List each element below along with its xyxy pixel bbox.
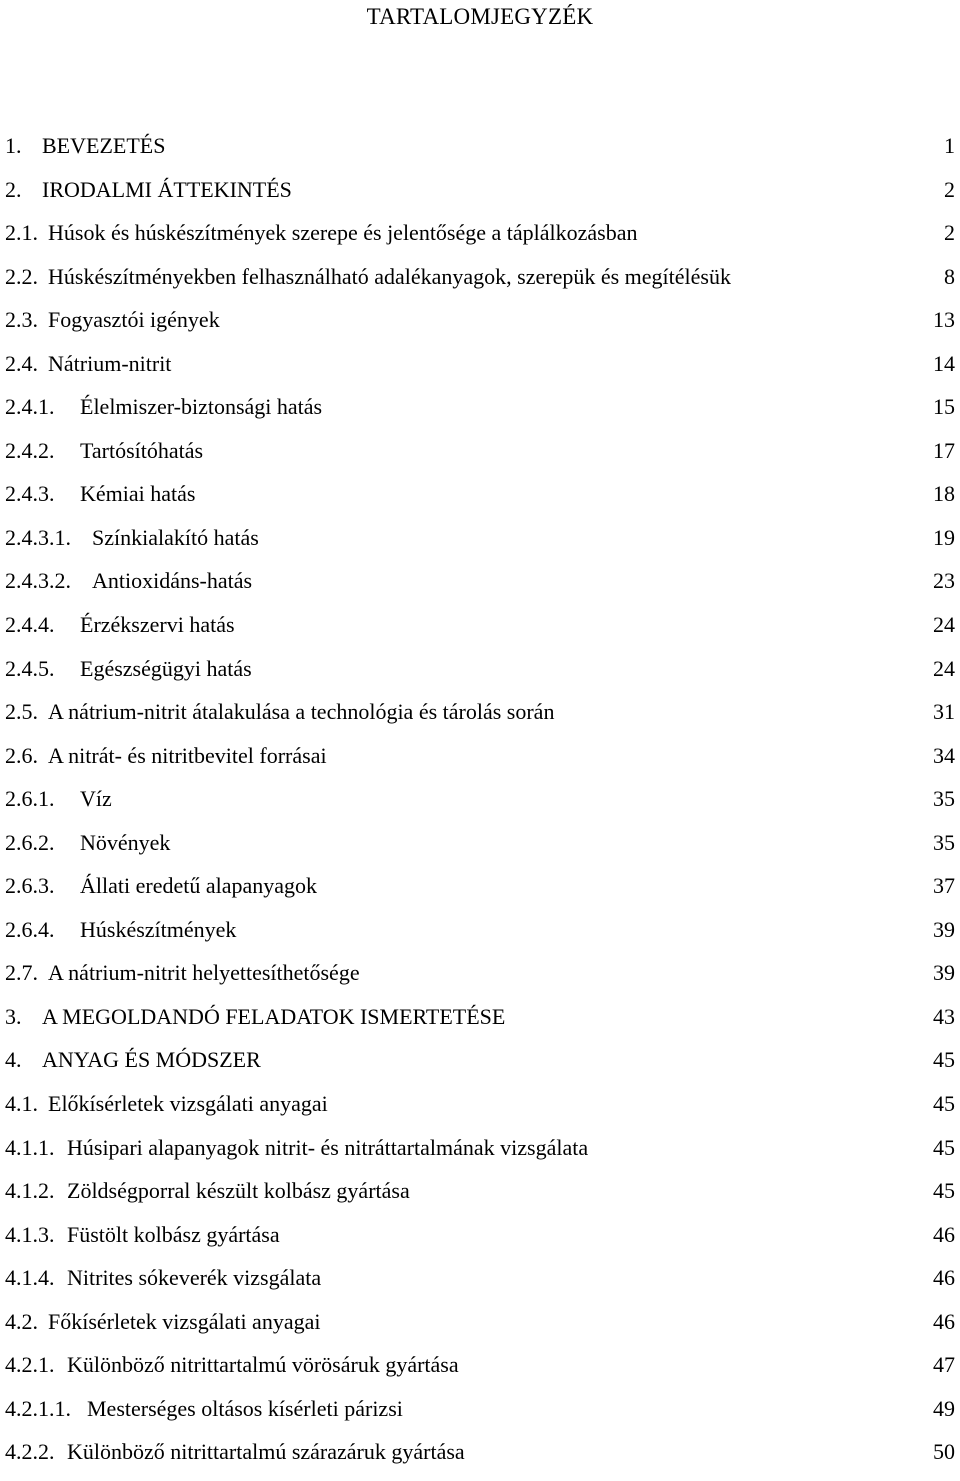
toc-entry[interactable]	[0, 1002, 960, 1046]
toc-entry-page: 45	[933, 1091, 955, 1117]
toc-entry-number: 2.6.2.	[5, 829, 55, 855]
toc-entry-number: 2.3.	[5, 307, 38, 333]
toc-entry[interactable]	[0, 654, 960, 698]
toc-entry-number: 4.2.2.	[5, 1439, 55, 1465]
toc-entry[interactable]	[0, 479, 960, 523]
toc-entry-page: 43	[933, 1003, 955, 1029]
toc-entry-number: 2.5.	[5, 699, 38, 725]
toc-entry-number: 2.6.	[5, 742, 38, 768]
toc-entry[interactable]	[0, 349, 960, 393]
table-of-contents	[0, 131, 960, 1481]
toc-entry-page: 23	[933, 568, 955, 594]
toc-entry-page: 37	[933, 873, 955, 899]
toc-entry[interactable]	[0, 1350, 960, 1394]
toc-entry-title: Növények	[80, 829, 171, 855]
toc-entry[interactable]	[0, 1437, 960, 1481]
toc-entry-title: Húskészítmények	[80, 916, 237, 942]
toc-entry-number: 2.	[5, 176, 22, 202]
toc-entry[interactable]	[0, 1307, 960, 1351]
toc-entry[interactable]	[0, 610, 960, 654]
toc-entry-number: 2.4.	[5, 350, 38, 376]
toc-entry-page: 34	[933, 742, 955, 768]
toc-entry-title: Nátrium-nitrit	[48, 350, 172, 376]
toc-entry-page: 49	[933, 1395, 955, 1421]
toc-entry[interactable]	[0, 305, 960, 349]
toc-entry-number: 1.	[5, 133, 22, 158]
toc-entry-page: 24	[933, 612, 955, 638]
toc-entry-page: 2	[944, 220, 955, 246]
toc-entry-title: Húsipari alapanyagok nitrit- és nitráttartalmának vizsgálata	[67, 1134, 589, 1160]
toc-entry-page: 13	[933, 307, 955, 333]
toc-entry-number: 2.4.2.	[5, 437, 55, 463]
toc-entry-page: 47	[933, 1352, 955, 1378]
toc-entry-number: 3.	[5, 1003, 22, 1029]
toc-entry-title: Színkialakító hatás	[92, 524, 259, 550]
toc-entry-page: 46	[933, 1308, 955, 1334]
toc-entry-number: 4.1.4.	[5, 1265, 55, 1291]
toc-entry[interactable]	[0, 1394, 960, 1438]
toc-entry-number: 4.1.3.	[5, 1221, 55, 1247]
toc-entry-title: A nátrium-nitrit helyettesíthetősége	[48, 960, 360, 986]
toc-entry-number: 2.2.	[5, 263, 38, 289]
toc-entry-page: 2	[944, 176, 955, 202]
toc-entry-page: 45	[933, 1134, 955, 1160]
toc-entry-title: Húsok és húskészítmények szerepe és jelentősége a táplálkozásban	[48, 220, 638, 246]
toc-entry-number: 2.1.	[5, 220, 38, 246]
toc-entry[interactable]	[0, 566, 960, 610]
toc-entry-page: 46	[933, 1221, 955, 1247]
toc-entry-title: BEVEZETÉS	[42, 133, 166, 158]
toc-entry-title: A nátrium-nitrit átalakulása a technológia és tárolás során	[48, 699, 555, 725]
toc-entry[interactable]	[0, 1133, 960, 1177]
toc-entry-title: Mesterséges oltásos kísérleti párizsi	[87, 1395, 403, 1421]
toc-entry[interactable]	[0, 1089, 960, 1133]
toc-entry-page: 45	[933, 1178, 955, 1204]
toc-entry-number: 2.4.5.	[5, 655, 55, 681]
toc-entry-number: 2.4.3.	[5, 481, 55, 507]
toc-entry[interactable]	[0, 392, 960, 436]
toc-entry-page: 35	[933, 829, 955, 855]
toc-entry-number: 4.	[5, 1047, 22, 1073]
toc-entry-page: 14	[933, 350, 955, 376]
toc-entry-number: 2.4.3.1.	[5, 524, 71, 550]
toc-entry-number: 4.1.1.	[5, 1134, 55, 1160]
toc-entry-number: 4.2.1.1.	[5, 1395, 71, 1421]
toc-entry-number: 2.7.	[5, 960, 38, 986]
toc-entry-number: 2.6.3.	[5, 873, 55, 899]
toc-entry-number: 2.4.1.	[5, 394, 55, 420]
toc-entry-number: 4.1.	[5, 1091, 38, 1117]
toc-entry[interactable]	[0, 1176, 960, 1220]
toc-entry-number: 2.4.4.	[5, 612, 55, 638]
toc-entry-title: Víz	[80, 786, 112, 812]
toc-entry-number: 4.2.1.	[5, 1352, 55, 1378]
toc-entry-page: 17	[933, 437, 955, 463]
toc-entry-page: 35	[933, 786, 955, 812]
toc-entry[interactable]	[0, 915, 960, 959]
toc-entry-number: 4.1.2.	[5, 1178, 55, 1204]
toc-entry-title: Különböző nitrittartalmú vörösáruk gyártása	[67, 1352, 459, 1378]
toc-entry[interactable]	[0, 218, 960, 262]
toc-entry-title: ANYAG ÉS MÓDSZER	[42, 1047, 261, 1073]
toc-entry-page: 8	[944, 263, 955, 289]
toc-entry-page: 18	[933, 481, 955, 507]
toc-entry-title: Állati eredetű alapanyagok	[80, 873, 318, 899]
toc-entry-number: 2.6.4.	[5, 916, 55, 942]
toc-entry-page: 45	[933, 1047, 955, 1073]
toc-entry[interactable]	[0, 871, 960, 915]
toc-entry[interactable]	[0, 175, 960, 219]
toc-entry[interactable]	[0, 1263, 960, 1307]
toc-entry-page: 19	[933, 524, 955, 550]
toc-entry[interactable]	[0, 1045, 960, 1089]
toc-entry-title: A nitrát- és nitritbevitel forrásai	[48, 742, 327, 768]
toc-entry-page: 31	[933, 699, 955, 725]
toc-entry[interactable]	[0, 262, 960, 306]
toc-entry-number: 2.4.3.2.	[5, 568, 71, 594]
toc-entry-page: 1	[944, 133, 955, 158]
toc-entry-number: 2.6.1.	[5, 786, 55, 812]
toc-entry[interactable]	[0, 436, 960, 480]
toc-entry-title: Füstölt kolbász gyártása	[67, 1221, 280, 1247]
toc-entry-title: Előkísérletek vizsgálati anyagai	[48, 1091, 328, 1117]
toc-entry-title: Élelmiszer-biztonsági hatás	[80, 394, 323, 420]
toc-entry-page: 24	[933, 655, 955, 681]
toc-entry-title: Antioxidáns-hatás	[92, 568, 253, 594]
toc-entry-title: Tartósítóhatás	[80, 437, 204, 463]
toc-entry-page: 39	[933, 960, 955, 986]
toc-entry[interactable]	[0, 784, 960, 828]
toc-entry-page: 39	[933, 916, 955, 942]
toc-entry-title: Érzékszervi hatás	[80, 612, 235, 638]
page-title: TARTALOMJEGYZÉK	[366, 4, 594, 29]
toc-entry[interactable]	[0, 523, 960, 567]
toc-entry[interactable]	[0, 958, 960, 1002]
toc-entry[interactable]	[0, 741, 960, 785]
toc-entry-title: IRODALMI ÁTTEKINTÉS	[42, 176, 292, 202]
toc-entry-page: 50	[933, 1439, 955, 1465]
toc-entry[interactable]	[0, 131, 960, 175]
toc-entry-title: Fogyasztói igények	[48, 307, 220, 333]
toc-entry-title: Húskészítményekben felhasználható adalékanyagok, szerepük és megítélésük	[48, 263, 731, 289]
toc-entry-title: Egészségügyi hatás	[80, 655, 252, 681]
toc-entry-title: Kémiai hatás	[80, 481, 196, 507]
toc-entry-title: Különböző nitrittartalmú szárazáruk gyártása	[67, 1439, 465, 1465]
toc-entry-title: Nitrites sókeverék vizsgálata	[67, 1265, 322, 1291]
toc-entry-title: Zöldségporral készült kolbász gyártása	[67, 1178, 410, 1204]
toc-entry-title: Főkísérletek vizsgálati anyagai	[48, 1308, 321, 1334]
toc-entry-title: A MEGOLDANDÓ FELADATOK ISMERTETÉSE	[42, 1003, 506, 1029]
toc-entry-page: 46	[933, 1265, 955, 1291]
toc-entry[interactable]	[0, 1220, 960, 1264]
toc-entry-page: 15	[933, 394, 955, 420]
toc-entry-number: 4.2.	[5, 1308, 38, 1334]
toc-entry[interactable]	[0, 828, 960, 872]
toc-entry[interactable]	[0, 697, 960, 741]
